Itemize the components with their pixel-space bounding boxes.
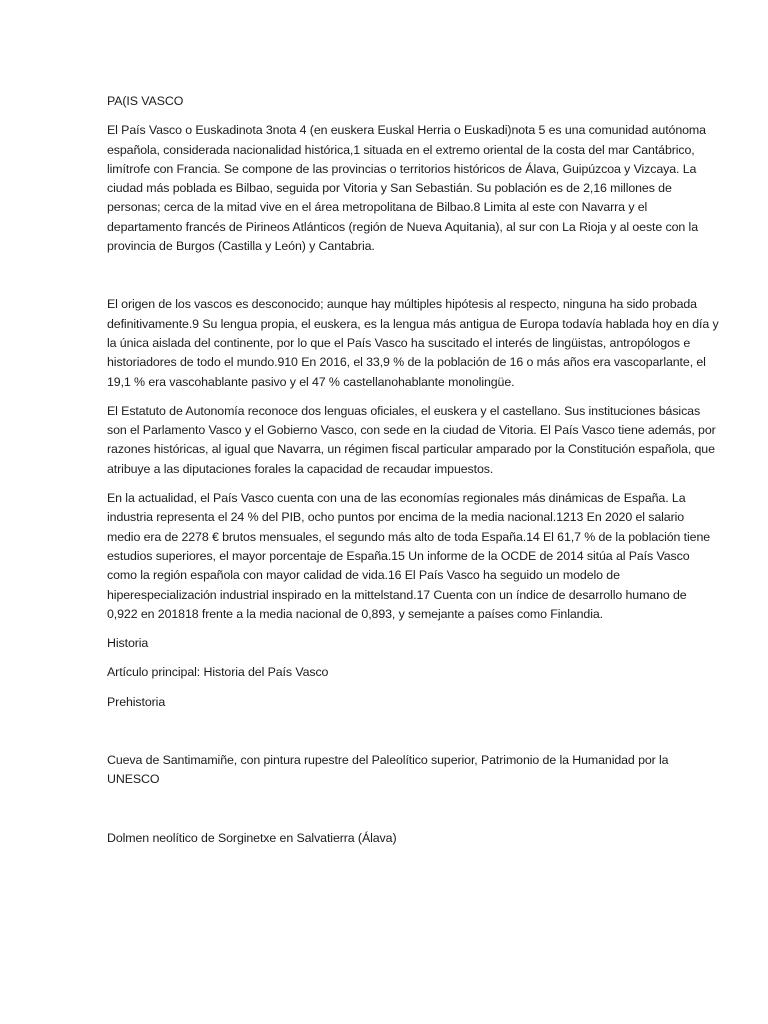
heading-historia: Historia	[107, 636, 149, 651]
paragraph-economy: En la actualidad, el País Vasco cuenta con una de las economías regionales más dinámicas de España. La industria representa el 24 % del PIB, ocho puntos por encima de la media nacional.1213 En 2020 el salario medio era de 2278 € brutos mensuales, el segundo más alto de toda España.14 El 61,7 % de la población tiene estudios superiores, el mayor porcentaje de España.15 Un informe de la OCDE de 2014 sitúa al País Vasco como la región española con mayor calidad de vida.16 El País Vasco ha seguido un modelo de hiperespecialización industrial inspirado en la mittelstand.17 Cuenta con un índice de desarrollo humano de 0,922 en 201818 frente a la media nacional de 0,893, y semejante a países como Finlandia.	[107, 491, 711, 621]
document-title: PA(IS VASCO	[107, 94, 184, 108]
paragraph-intro: El País Vasco o Euskadinota 3nota 4 (en euskera Euskal Herria o Euskadi)nota 5 es una comunidad autónoma española, considerada nacionalidad histórica,1 situada en el extremo oriental de la costa del mar Cantábrico, limítrofe con Francia. Se compone de las provincias o territorios históricos de Álava, Guipúzcoa y Vizcaya. La ciudad más poblada es Bilbao, seguida por Vitoria y San Sebastián. Su población es de 2,16 millones de personas; cerca de la mitad vive en el área metropolitana de Bilbao.8 Limita al este con Navarra y el departamento francés de Pirineos Atlánticos (región de Nueva Aquitania), al sur con La Rioja y al oeste con la provincia de Burgos (Castilla y León) y Cantabria.	[107, 123, 706, 254]
caption-cueva: Cueva de Santimamiñe, con pintura rupestre del Paleolítico superior, Patrimonio de la Humanidad por la UNESCO	[107, 753, 669, 787]
paragraph-statute: El Estatuto de Autonomía reconoce dos lenguas oficiales, el euskera y el castellano. Sus instituciones básicas son el Parlamento Vasco y el Gobierno Vasco, con sede en la ciudad de Vitoria. El País Vasco tiene además, por razones históricas, al igual que Navarra, un régimen fiscal particular amparado por la Constitución española, que atribuye a las diputaciones forales la capacidad de recaudar impuestos.	[107, 403, 716, 476]
document-page	[107, 92, 719, 848]
main-article-link: Artículo principal: Historia del País Vasco	[107, 665, 329, 680]
heading-prehistoria: Prehistoria	[107, 694, 166, 709]
caption-dolmen: Dolmen neolítico de Sorginetxe en Salvatierra (Álava)	[107, 830, 397, 845]
paragraph-origin: El origen de los vascos es desconocido; aunque hay múltiples hipótesis al respecto, ninguna ha sido probada definitivamente.9 Su lengua propia, el euskera, es la lengua más antigua de Europa todavía hablada hoy en día y la única aislada del continente, por lo que el País Vasco ha suscitado el interés de lingüistas, antropólogos e historiadores de todo el mundo.910 En 2016, el 33,9 % de la población de 16 o más años era vascoparlante, el 19,1 % era vascohablante pasivo y el 47 % castellanohablante monolingüe.	[107, 297, 719, 389]
